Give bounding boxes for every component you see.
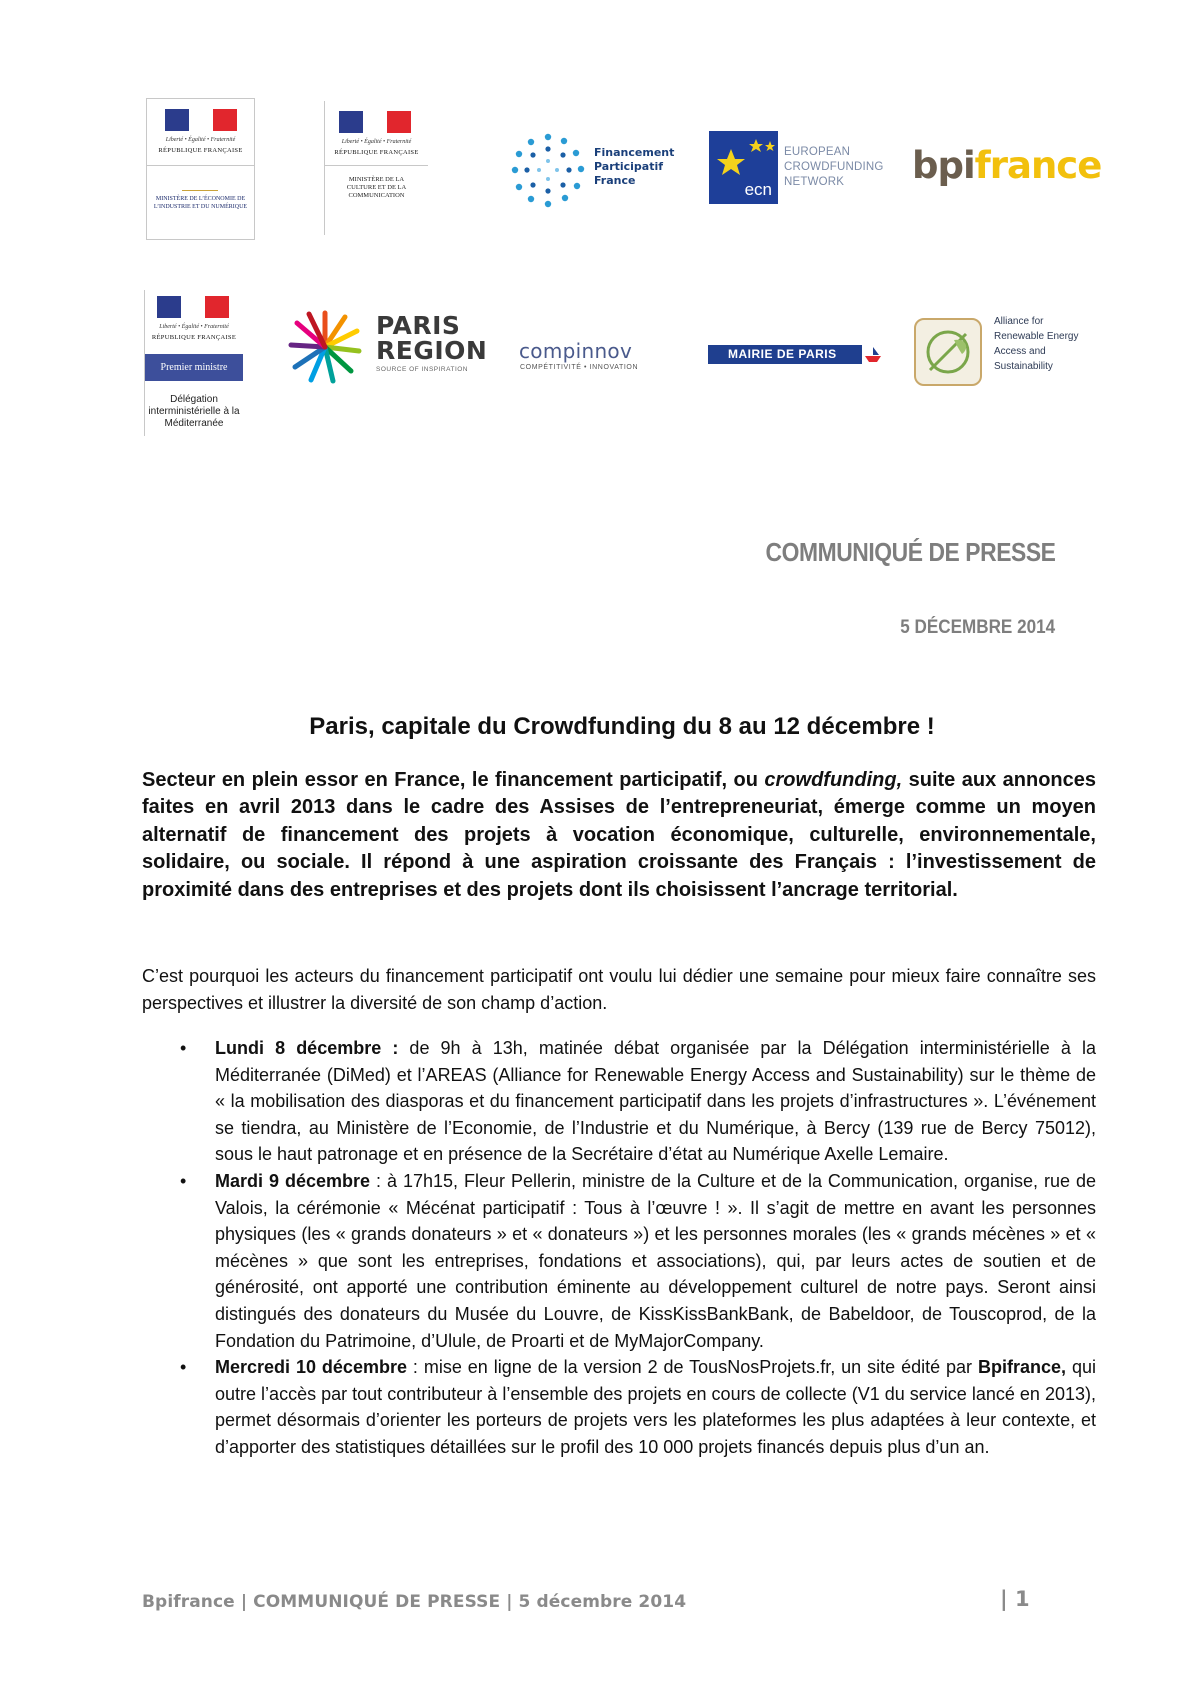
headline: Paris, capitale du Crowdfunding du 8 au 12 décembre !: [309, 713, 935, 740]
fpf-dots-icon: [508, 131, 588, 211]
rf-republique: RÉPUBLIQUE FRANÇAISE: [334, 149, 419, 156]
delegation-label: Délégation interministérielle à la Méditerranée: [148, 394, 240, 429]
footer-label: Bpifrance | COMMUNIQUÉ DE PRESSE | 5 décembre 2014: [142, 1592, 687, 1612]
marianne-flag-icon: [339, 111, 411, 133]
bpifrance-logo: [912, 144, 1101, 187]
list-item: [142, 1168, 1096, 1354]
logo-premier-ministre: [144, 290, 243, 436]
bullet-icon: •: [180, 1170, 187, 1191]
logo-ministere-culture: [324, 101, 428, 235]
rf-republique: RÉPUBLIQUE FRANÇAISE: [151, 334, 237, 341]
event-text: qui outre l’accès par tout contributeur à l’ensemble des projets en cours de collecte (V1 du service lancé en 2013), permet désormais d’orienter les porteurs de projets vers les plateformes les plus adaptées à leur contexte, et d’apporter des statistiques détaillées sur le profil des 10 000 projets financés depuis plus d’un an.: [215, 1357, 1096, 1457]
intro-paragraph: C’est pourquoi les acteurs du financement participatif ont voulu lui dédier une semaine pour mieux faire connaître ses perspectives et illustrer la diversité de son champ d’action.: [142, 966, 1096, 1013]
press-release-date: 5 DÉCEMBRE 2014: [900, 617, 1055, 638]
rf-republique: RÉPUBLIQUE FRANÇAISE: [158, 147, 243, 154]
france-part: france: [974, 144, 1102, 187]
compinnov-logo: compinnov: [519, 339, 633, 363]
paris-region-star-icon: [287, 309, 363, 385]
lead-italic: crowdfunding,: [764, 769, 903, 791]
bullet-icon: •: [180, 1357, 187, 1378]
ecn-label: EUROPEAN CROWDFUNDING NETWORK: [784, 146, 884, 188]
areas-logo: [914, 318, 982, 386]
rf-header: [147, 99, 254, 166]
press-release-label: COMMUNIQUÉ DE PRESSE: [765, 537, 1055, 567]
rf-header: [325, 101, 428, 166]
marianne-flag-icon: [157, 296, 229, 318]
event-text: : à 17h15, Fleur Pellerin, ministre de la Culture et de la Communication, organise, rue de Valois, la cérémonie « Mécénat participatif : Tous à l’œuvre ! ». Il s’agit de mettre en avant les personnes physiques (les « grands donateurs » et « donateurs ») et les personnes morales (les « grands mécènes » et « mécènes » que sont les entreprises, fondations et associations), qui, par leurs actes de soutien et de générosité, ont apporté une contribution éminente au développement culturel de notre pays. Seront ainsi distingués des donateurs du Musée du Louvre, de KissKissBankBank, de Babeldoor, de Touscoprod, de la Fondation du Patrimoine, d’Ulule, de Proarti et de MyMajorCompany.: [215, 1170, 1096, 1351]
fpf-label: Financement Participatif France: [594, 146, 675, 187]
event-text: : mise en ligne de la version 2 de TousNosProjets.fr, un site édité par: [406, 1357, 978, 1378]
rf-motto: Liberté • Égalité • Fraternité: [341, 139, 412, 145]
lead-paragraph: [142, 767, 1096, 904]
paris-region-tag: SOURCE OF INSPIRATION: [376, 366, 468, 373]
marianne-flag-icon: [165, 109, 237, 131]
ministere-culture-label: MINISTÈRE DE LA CULTURE ET DE LA COMMUNICATION: [346, 176, 407, 199]
areas-leaf-icon: [916, 320, 980, 384]
areas-label: Alliance for Renewable Energy Access and Sustainability: [994, 316, 1079, 372]
page-number: | 1: [1000, 1587, 1030, 1611]
premier-ministre-band: Premier ministre: [145, 354, 243, 381]
compinnov-tag: COMPÉTITIVITÉ • INNOVATION: [520, 364, 639, 371]
ecn-letters: ecn: [744, 180, 772, 199]
ecn-logo: [709, 131, 778, 204]
event-strong: Bpifrance,: [978, 1357, 1067, 1378]
paris-region-label: PARIS REGION: [376, 311, 488, 365]
event-text: de 9h à 13h, matinée débat organisée par la Délégation interministérielle à la Méditerranée (DiMed) et l’AREAS (Alliance for Renewable Energy Access and Sustainability) sur le thème de « la mobilisation des diasporas et du financement participatif dans les projets d’infrastructures ». L’événement se tiendra, au Ministère de l’Economie, de l’Industrie et du Numérique, à Bercy (139 rue de Bercy 75012), sous le haut patronage et en présence de la Secrétaire d’état au Numérique Axelle Lemaire.: [215, 1038, 1096, 1165]
bullet-icon: •: [180, 1038, 187, 1058]
lead-part1: Secteur en plein essor en France, le financement participatif, ou: [142, 769, 765, 791]
mairie-boat-icon: [862, 345, 884, 364]
logo-ministere-economie: [146, 98, 255, 240]
mairie-de-paris-logo: [708, 345, 884, 364]
list-item: [142, 1354, 1096, 1460]
bpi-part: bpi: [912, 144, 975, 187]
ministere-economie-label: MINISTÈRE DE L’ÉCONOMIE DE L’INDUSTRIE ET DU NUMÉRIQUE: [153, 196, 248, 210]
rf-motto: Liberté • Égalité • Fraternité: [159, 324, 229, 330]
lead-part2: suite aux annonces faites en avril 2013 dans le cadre des Assises de l’entrepreneuriat, émerge comme un moyen alternatif de financement des projets à vocation économique, culturelle, environnementale, solidaire, ou sociale. Il répond à une aspiration croissante des Français : l’investissement de proximité dans des entreprises et des projets dont ils choisissent l’ancrage territorial.: [142, 769, 1096, 901]
mairie-label: MAIRIE DE PARIS: [728, 347, 837, 361]
event-day: Mercredi 10 décembre: [215, 1357, 407, 1378]
event-day: Lundi 8 décembre :: [215, 1038, 399, 1058]
rf-motto: Liberté • Égalité • Fraternité: [165, 137, 236, 143]
list-item: [142, 1035, 1096, 1168]
event-day: Mardi 9 décembre: [215, 1170, 371, 1191]
events-list: [142, 1035, 1096, 1461]
